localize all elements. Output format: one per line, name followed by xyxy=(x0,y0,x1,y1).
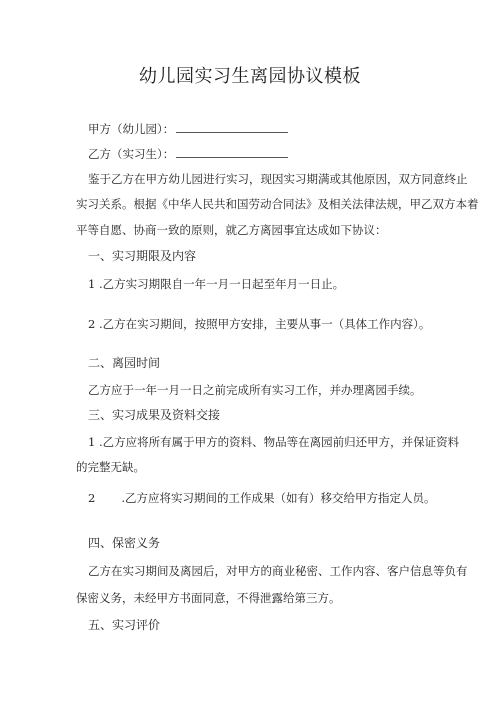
preamble-line-2: 实习关系。根据《中华人民共和国劳动合同法》及相关法律法规，甲乙双方本着 xyxy=(76,197,479,211)
preamble-line-1: 鉴于乙方在甲方幼儿园进行实习，现因实习期满或其他原因，双方同意终止 xyxy=(88,172,468,186)
section-1-item-1: 1 .乙方实习期限自一年一月一日起至年月一日止。 xyxy=(88,277,345,291)
section-1-heading: 一、实习期限及内容 xyxy=(88,249,197,263)
section-1-item-2: 2 .乙方在实习期间，按照甲方安排，主要从事一（具体工作内容）。 xyxy=(88,317,431,331)
party-a-line xyxy=(88,121,478,137)
party-a-blank[interactable] xyxy=(176,121,288,133)
preamble-line-3: 平等自愿、协商一致的原则，就乙方离园事宜达成如下协议： xyxy=(76,223,387,237)
section-4-line-2: 保密义务，未经甲方书面同意，不得泄露给第三方。 xyxy=(76,591,341,605)
section-3-item-1-line-2: 的完整无缺。 xyxy=(76,460,145,474)
section-5-heading: 五、实习评价 xyxy=(88,618,161,632)
section-2-text: 乙方应于一年一月一日之前完成所有实习工作，并办理离园手续。 xyxy=(88,383,422,397)
section-3-item-2-number: 2 xyxy=(88,491,96,505)
section-3-item-2-text: .乙方应将实习期间的工作成果（如有）移交给甲方指定人员。 xyxy=(121,491,436,505)
section-4-line-1: 乙方在实习期间及离园后，对甲方的商业秘密、工作内容、客户信息等负有 xyxy=(88,564,468,578)
party-a-label: 甲方（幼儿园）： xyxy=(88,122,175,136)
section-3-item-1-line-1: 1 .乙方应将所有属于甲方的资料、物品等在离园前归还甲方，并保证资料 xyxy=(88,435,460,449)
party-b-line xyxy=(88,146,478,162)
section-4-heading: 四、保密义务 xyxy=(88,536,161,550)
section-3-heading: 三、实习成果及资料交接 xyxy=(88,408,221,422)
section-3-item-2 xyxy=(88,490,478,506)
document-title: 幼儿园实习生离园协议模板 xyxy=(139,66,361,87)
party-b-label: 乙方（实习生）： xyxy=(88,147,175,161)
section-2-heading: 二、离园时间 xyxy=(88,356,161,370)
party-b-blank[interactable] xyxy=(176,146,288,158)
